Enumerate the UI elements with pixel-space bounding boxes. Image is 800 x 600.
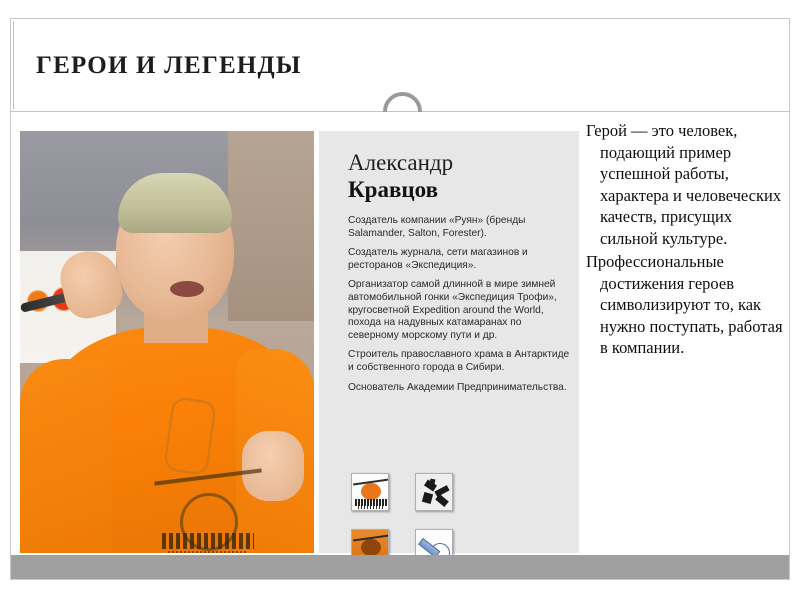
profile-first-name: Александр: [348, 150, 454, 175]
profile-last-name: Кравцов: [348, 177, 438, 202]
expedition-wordmark: [355, 499, 387, 506]
slide-canvas: [10, 18, 790, 580]
photo-mouth: [170, 281, 204, 297]
hero-photo: [20, 131, 314, 553]
expedition-subtext: [358, 506, 384, 509]
artwork-shard: [435, 494, 449, 507]
expedition-sun-icon: [361, 539, 381, 556]
header-vertical-rule: [13, 21, 14, 109]
photo-logo-wordmark: [162, 533, 254, 549]
photo-hair: [118, 173, 232, 233]
quote-paragraph: Герой — это человек, подающий пример успешной работы, характера и человеческих качеств, присущих сильной культуре.: [586, 121, 782, 248]
slide-body: [11, 112, 790, 555]
page-title: ГЕРОИ И ЛЕГЕНДЫ: [36, 52, 302, 79]
photo-logo-bar: [154, 468, 262, 485]
quote-column: [586, 120, 790, 361]
bio-paragraph: Строитель православного храма в Антарктиде и собственного города в Сибири.: [348, 349, 570, 373]
artwork-shard: [430, 479, 436, 485]
photo-wall: [228, 131, 314, 321]
slide-footer-bar: [11, 555, 790, 580]
brand-icon-row: [351, 473, 471, 511]
photo-shirt-logo: [154, 471, 262, 553]
bio-paragraph: Основатель Академии Предпринимательства.: [348, 381, 567, 393]
bio-paragraph: Создатель журнала, сети магазинов и ресторанов «Экспедиция».: [348, 247, 528, 271]
expedition-sun-icon: [361, 483, 381, 500]
profile-card: [319, 131, 579, 553]
expedition-logo-white-icon[interactable]: [351, 473, 389, 511]
photo-arm-left: [20, 359, 112, 553]
abstract-artwork-icon[interactable]: [415, 473, 453, 511]
quote-paragraph: Профессиональные достижения героев символизируют то, как нужно поступать, работая в компании.: [586, 252, 783, 357]
profile-bio: [348, 215, 570, 401]
photo-logo-subtext: [168, 551, 248, 553]
artwork-shard: [422, 492, 433, 504]
bio-paragraph: Создатель компании «Руян» (бренды Salamander, Salton, Forester).: [348, 215, 526, 239]
bio-paragraph: Организатор самой длинной в мире зимней автомобильной гонки «Экспедиция Трофи», кругосветной Expedition around the World, похода на надувных катамаранах по северному морскому пути и др.: [348, 279, 557, 341]
